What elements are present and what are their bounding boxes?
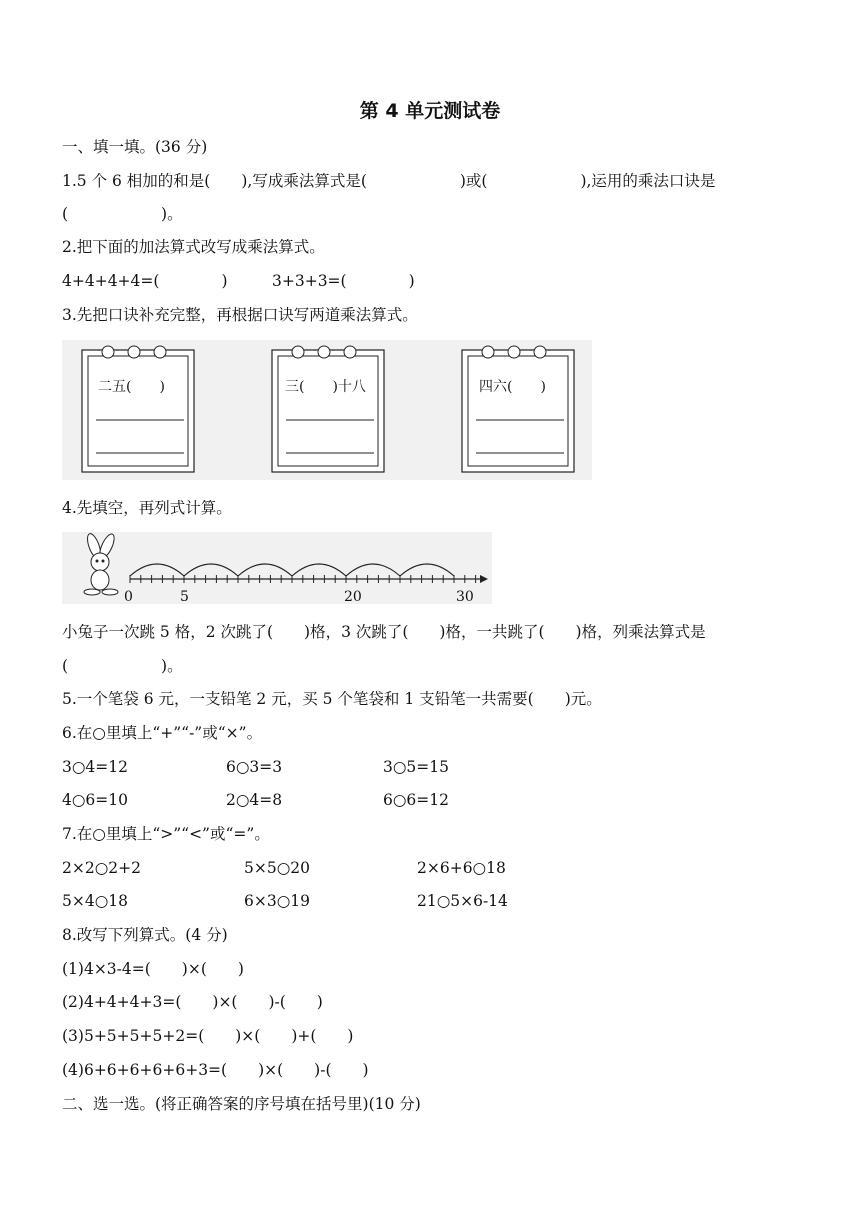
q6-r2-a: 4○6=10 [62,791,128,809]
q8-item-4: (4)6+6+6+6+6+3=( )×( )-( ) [62,1061,369,1079]
q7-r2-a: 5×4○18 [62,892,128,910]
q6-r1-b: 6○3=3 [226,758,283,776]
q7-r1-a: 2×2○2+2 [62,859,141,877]
notebook-cards-figure [62,340,592,480]
section2-heading: 二、选一选。(将正确答案的序号填在括号里)(10 分) [62,1095,421,1113]
card3-text: 四六( ) [479,379,546,395]
notebook-card-2 [272,346,384,472]
q2-a: 4+4+4+4=( ) [62,272,228,290]
card2-text: 三( )十八 [285,379,366,395]
section1-heading: 一、填一填。(36 分) [62,138,208,156]
tick-label-20: 20 [344,589,362,605]
q4-text: 4.先填空，再列式计算。 [62,499,232,517]
q1-line2: ( )。 [62,205,183,223]
q6-r2-c: 6○6=12 [383,791,449,809]
q6-text: 6.在○里填上“+”“-”或“×”。 [62,724,263,742]
q7-r2-c: 21○5×6-14 [417,892,508,910]
q7-r1-c: 2×6+6○18 [417,859,506,877]
tick-label-5: 5 [180,589,189,605]
notebook-card-1 [82,346,194,472]
q8-item-1: (1)4×3-4=( )×( ) [62,960,244,978]
q6-r1-c: 3○5=15 [383,758,449,776]
tick-label-0: 0 [124,589,133,605]
q1-line1: 1.5 个 6 相加的和是( ),写成乘法算式是( )或( ),运用的乘法口诀是 [62,172,716,190]
page-title: 第 4 单元测试卷 [359,100,501,122]
q5-text: 5.一个笔袋 6 元，一支铅笔 2 元，买 5 个笔袋和 1 支铅笔一共需要( )元。 [62,690,602,708]
q8-item-3: (3)5+5+5+5+2=( )×( )+( ) [62,1027,354,1045]
q6-r2-b: 2○4=8 [226,791,283,809]
q3-text: 3.先把口诀补充完整，再根据口诀写两道乘法算式。 [62,306,418,324]
q6-r1-a: 3○4=12 [62,758,128,776]
q4-line2: ( )。 [62,657,183,675]
q7-r2-b: 6×3○19 [244,892,310,910]
q4-line1: 小兔子一次跳 5 格，2 次跳了( )格，3 次跳了( )格，一共跳了( )格，列乘法算式是 [62,623,706,641]
notebook-card-3 [462,346,574,472]
q7-text: 7.在○里填上“>”“<”或“=”。 [62,825,270,843]
card1-text: 二五( ) [98,379,165,395]
q2-b: 3+3+3=( ) [272,272,415,290]
q2-text: 2.把下面的加法算式改写成乘法算式。 [62,238,325,256]
q8-item-2: (2)4+4+4+3=( )×( )-( ) [62,993,323,1011]
tick-label-30: 30 [456,589,474,605]
q8-text: 8.改写下列算式。(4 分) [62,926,228,944]
q7-r1-b: 5×5○20 [244,859,310,877]
